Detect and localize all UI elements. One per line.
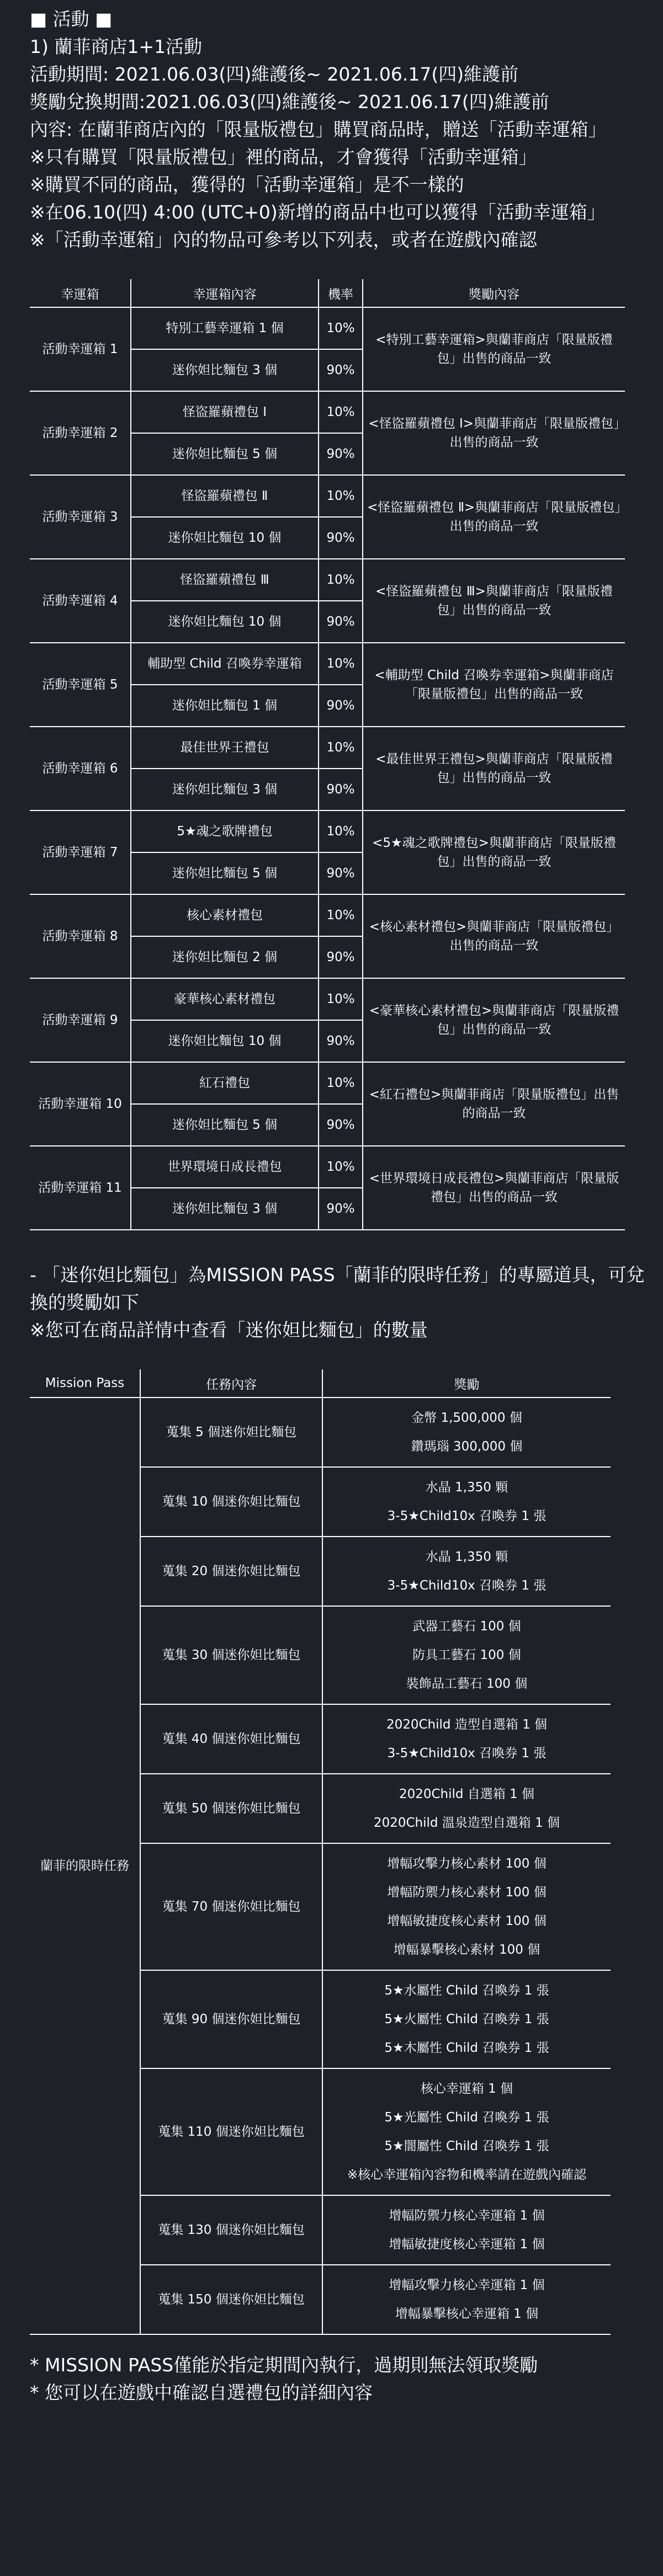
- box-name-cell: 活動幸運箱 3: [30, 475, 131, 559]
- info-line: ※購買不同的商品，獲得的「活動幸運箱」是不一樣的: [30, 174, 464, 195]
- reward-item: 3-5★Child10x 召喚券 1 張: [387, 1578, 547, 1593]
- lucky-box-table-body: [30, 307, 625, 1230]
- reward-description-cell: <最佳世界王禮包>與蘭菲商店「限量版禮包」出售的商品一致: [363, 727, 625, 810]
- footer-notes: [30, 2351, 663, 2407]
- header-cell: Mission Pass: [30, 1369, 140, 1398]
- info-line: 活動期間: 2021.06.03(四)維護後~ 2021.06.17(四)維護前: [30, 63, 519, 85]
- box-name-cell: 活動幸運箱 2: [30, 391, 131, 475]
- box-name-cell: 活動幸運箱 4: [30, 559, 131, 643]
- reward-item: 3-5★Child10x 召喚券 1 張: [387, 1746, 547, 1761]
- reward-item: 5★光屬性 Child 召喚券 1 張: [384, 2110, 549, 2125]
- event-info: [30, 33, 663, 254]
- rate-cell: 90%: [319, 1020, 363, 1062]
- task-cell: 蒐集 30 個迷你妲比麵包: [140, 1606, 322, 1704]
- box-content-cell: 迷你妲比麵包 10 個: [131, 1020, 319, 1062]
- rate-cell: 10%: [319, 894, 363, 936]
- box-content-cell: 迷你妲比麵包 5 個: [131, 852, 319, 894]
- box-content-cell: 輔助型 Child 召喚券幸運箱: [131, 643, 319, 685]
- footer-line: * MISSION PASS僅能於指定期間內執行，過期則無法領取獎勵: [30, 2354, 538, 2376]
- reward-description-cell: <怪盜羅蘋禮包 Ⅰ>與蘭菲商店「限量版禮包」出售的商品一致: [363, 391, 625, 475]
- box-content-cell: 迷你妲比麵包 3 個: [131, 1188, 319, 1230]
- reward-description-cell: <核心素材禮包>與蘭菲商店「限量版禮包」出售的商品一致: [363, 894, 625, 978]
- box-content-cell: 5★魂之歌牌禮包: [131, 810, 319, 852]
- mission-pass-name-cell: 蘭菲的限時任務: [30, 1398, 140, 2334]
- reward-item: 核心幸運箱 1 個: [420, 2082, 513, 2096]
- reward-item: 增幅攻擊力核心幸運箱 1 個: [389, 2278, 545, 2292]
- box-name-cell: 活動幸運箱 10: [30, 1062, 131, 1146]
- reward-description-cell: <豪華核心素材禮包>與蘭菲商店「限量版禮包」出售的商品一致: [363, 978, 625, 1062]
- task-cell: 蒐集 130 個迷你妲比麵包: [140, 2195, 322, 2265]
- box-name-cell: 活動幸運箱 1: [30, 307, 131, 391]
- table-row: [30, 1062, 625, 1104]
- reward-item: 2020Child 造型自選箱 1 個: [386, 1718, 548, 1732]
- info-line: 內容: 在蘭菲商店內的「限量版禮包」購買商品時，贈送「活動幸運箱」: [30, 119, 607, 140]
- box-name-cell: 活動幸運箱 7: [30, 810, 131, 894]
- box-content-cell: 迷你妲比麵包 1 個: [131, 685, 319, 727]
- reward-item: 2020Child 自選箱 1 個: [399, 1787, 535, 1801]
- table-row: [30, 810, 625, 852]
- lucky-box-table: [30, 279, 625, 1230]
- box-content-cell: 紅石禮包: [131, 1062, 319, 1104]
- rate-cell: 90%: [319, 1104, 363, 1146]
- header-cell: 獎勵: [322, 1369, 611, 1398]
- box-content-cell: 核心素材禮包: [131, 894, 319, 936]
- box-content-cell: 迷你妲比麵包 5 個: [131, 1104, 319, 1146]
- rate-cell: 10%: [319, 643, 363, 685]
- table-row: [30, 559, 625, 601]
- reward-item: 防具工藝石 100 個: [412, 1648, 521, 1662]
- reward-item: 增幅敏捷度核心素材 100 個: [387, 1914, 547, 1928]
- info-line: ※在06.10(四) 4:00 (UTC+0)新增的商品中也可以獲得「活動幸運箱」: [30, 201, 606, 223]
- box-content-cell: 豪華核心素材禮包: [131, 978, 319, 1020]
- rate-cell: 10%: [319, 727, 363, 769]
- rate-cell: 90%: [319, 685, 363, 727]
- rate-cell: 90%: [319, 601, 363, 643]
- table-row: [30, 391, 625, 433]
- task-cell: 蒐集 50 個迷你妲比麵包: [140, 1774, 322, 1843]
- rate-cell: 90%: [319, 349, 363, 391]
- reward-cell: [322, 1704, 611, 1774]
- rate-cell: 10%: [319, 978, 363, 1020]
- table-row: [30, 1398, 611, 1467]
- task-cell: 蒐集 10 個迷你妲比麵包: [140, 1467, 322, 1537]
- reward-item: 鑽瑪瑙 300,000 個: [411, 1439, 523, 1454]
- box-content-cell: 怪盜羅蘋禮包 Ⅱ: [131, 475, 319, 517]
- table-row: [30, 307, 625, 349]
- reward-description-cell: <世界環境日成長禮包>與蘭菲商店「限量版禮包」出售的商品一致: [363, 1146, 625, 1230]
- reward-description-cell: <輔助型 Child 召喚券幸運箱>與蘭菲商店「限量版禮包」出售的商品一致: [363, 643, 625, 727]
- rate-cell: 10%: [319, 810, 363, 852]
- box-name-cell: 活動幸運箱 6: [30, 727, 131, 810]
- reward-item: 武器工藝石 100 個: [412, 1619, 521, 1634]
- reward-item: 3-5★Child10x 召喚券 1 張: [387, 1509, 547, 1523]
- box-content-cell: 怪盜羅蘋禮包 Ⅲ: [131, 559, 319, 601]
- reward-description-cell: <怪盜羅蘋禮包 Ⅱ>與蘭菲商店「限量版禮包」出售的商品一致: [363, 475, 625, 559]
- task-cell: 蒐集 70 個迷你妲比麵包: [140, 1843, 322, 1970]
- task-cell: 蒐集 20 個迷你妲比麵包: [140, 1537, 322, 1606]
- reward-item: 增幅暴擊核心幸運箱 1 個: [395, 2307, 539, 2321]
- reward-cell: [322, 1467, 611, 1537]
- table-header-row: [30, 279, 625, 307]
- rate-cell: 90%: [319, 433, 363, 475]
- table-header-row: [30, 1369, 611, 1398]
- box-content-cell: 迷你妲比麵包 2 個: [131, 936, 319, 978]
- header-cell: 幸運箱: [30, 279, 131, 307]
- box-content-cell: 特別工藝幸運箱 1 個: [131, 307, 319, 349]
- rate-cell: 90%: [319, 769, 363, 810]
- table-row: [30, 1146, 625, 1188]
- reward-item: 增幅敏捷度核心幸運箱 1 個: [389, 2237, 545, 2252]
- reward-item: ※核心幸運箱內容物和機率請在遊戲內確認: [347, 2168, 587, 2182]
- reward-item: 5★木屬性 Child 召喚券 1 張: [384, 2041, 549, 2055]
- reward-item: 裝飾品工藝石 100 個: [406, 1677, 528, 1691]
- task-cell: 蒐集 90 個迷你妲比麵包: [140, 1970, 322, 2068]
- rate-cell: 10%: [319, 391, 363, 433]
- box-content-cell: 迷你妲比麵包 10 個: [131, 517, 319, 559]
- footer-line: * 您可以在遊戲中確認自選禮包的詳細內容: [30, 2382, 373, 2403]
- box-content-cell: 世界環境日成長禮包: [131, 1146, 319, 1188]
- reward-cell: [322, 1606, 611, 1704]
- box-content-cell: 迷你妲比麵包 5 個: [131, 433, 319, 475]
- mission-pass-table-body: [30, 1398, 611, 2334]
- reward-item: 增幅攻擊力核心素材 100 個: [387, 1857, 547, 1871]
- box-content-cell: 怪盜羅蘋禮包 Ⅰ: [131, 391, 319, 433]
- reward-cell: [322, 2068, 611, 2195]
- rate-cell: 10%: [319, 307, 363, 349]
- rate-cell: 10%: [319, 1062, 363, 1104]
- box-content-cell: 迷你妲比麵包 3 個: [131, 349, 319, 391]
- reward-item: 5★闇屬性 Child 召喚券 1 張: [384, 2139, 549, 2153]
- info-line: ※「活動幸運箱」內的物品可參考以下列表，或者在遊戲內確認: [30, 229, 537, 250]
- task-cell: 蒐集 110 個迷你妲比麵包: [140, 2068, 322, 2195]
- box-name-cell: 活動幸運箱 5: [30, 643, 131, 727]
- reward-description-cell: <5★魂之歌牌禮包>與蘭菲商店「限量版禮包」出售的商品一致: [363, 810, 625, 894]
- reward-item: 水晶 1,350 顆: [425, 1480, 508, 1495]
- reward-description-cell: <怪盜羅蘋禮包 Ⅲ>與蘭菲商店「限量版禮包」出售的商品一致: [363, 559, 625, 643]
- table-row: [30, 894, 625, 936]
- header-cell: 獎勵內容: [363, 279, 625, 307]
- reward-cell: [322, 1843, 611, 1970]
- reward-description-cell: <紅石禮包>與蘭菲商店「限量版禮包」出售的商品一致: [363, 1062, 625, 1146]
- reward-item: 金幣 1,500,000 個: [411, 1411, 522, 1425]
- reward-cell: [322, 1537, 611, 1606]
- box-name-cell: 活動幸運箱 8: [30, 894, 131, 978]
- info-line: 1) 蘭菲商店1+1活動: [30, 36, 203, 57]
- box-content-cell: 迷你妲比麵包 10 個: [131, 601, 319, 643]
- mission-pass-table: [30, 1369, 611, 2335]
- reward-item: 增幅防禦力核心幸運箱 1 個: [389, 2209, 545, 2223]
- task-cell: 蒐集 150 個迷你妲比麵包: [140, 2265, 322, 2334]
- reward-item: 水晶 1,350 顆: [425, 1550, 508, 1564]
- reward-cell: [322, 2195, 611, 2265]
- task-cell: 蒐集 40 個迷你妲比麵包: [140, 1704, 322, 1774]
- rate-cell: 10%: [319, 1146, 363, 1188]
- reward-item: 增幅防禦力核心素材 100 個: [387, 1885, 547, 1900]
- reward-cell: [322, 1970, 611, 2068]
- note-line: ※您可在商品詳情中查看「迷你妲比麵包」的數量: [30, 1319, 428, 1341]
- header-cell: 機率: [319, 279, 363, 307]
- table-row: [30, 978, 625, 1020]
- box-content-cell: 迷你妲比麵包 3 個: [131, 769, 319, 810]
- box-name-cell: 活動幸運箱 9: [30, 978, 131, 1062]
- rate-cell: 90%: [319, 936, 363, 978]
- rate-cell: 10%: [319, 559, 363, 601]
- box-name-cell: 活動幸運箱 11: [30, 1146, 131, 1230]
- section-title: ■ 活動 ■: [30, 8, 113, 30]
- header-cell: 任務內容: [140, 1369, 322, 1398]
- reward-cell: [322, 1398, 611, 1467]
- reward-item: 增幅暴擊核心素材 100 個: [393, 1943, 540, 1957]
- header-cell: 幸運箱內容: [131, 279, 319, 307]
- note-line: 換的獎勵如下: [30, 1292, 139, 1313]
- info-line: 獎勵兌換期間:2021.06.03(四)維護後~ 2021.06.17(四)維護前: [30, 91, 549, 113]
- box-content-cell: 最佳世界王禮包: [131, 727, 319, 769]
- note-line: - 「迷你妲比麵包」為MISSION PASS「蘭菲的限時任務」的專屬道具，可兌: [30, 1264, 645, 1286]
- rate-cell: 10%: [319, 475, 363, 517]
- info-line: ※只有購買「限量版禮包」裡的商品，才會獲得「活動幸運箱」: [30, 146, 537, 168]
- reward-cell: [322, 1774, 611, 1843]
- task-cell: 蒐集 5 個迷你妲比麵包: [140, 1398, 322, 1467]
- rate-cell: 90%: [319, 1188, 363, 1230]
- rate-cell: 90%: [319, 517, 363, 559]
- table-row: [30, 727, 625, 769]
- table-row: [30, 643, 625, 685]
- reward-item: 5★火屬性 Child 召喚券 1 張: [384, 2012, 549, 2026]
- rate-cell: 90%: [319, 852, 363, 894]
- reward-item: 2020Child 溫泉造型自選箱 1 個: [373, 1816, 560, 1830]
- reward-item: 5★水屬性 Child 召喚券 1 張: [384, 1983, 549, 1998]
- reward-cell: [322, 2265, 611, 2334]
- mission-pass-notes: [30, 1261, 663, 1344]
- reward-description-cell: <特別工藝幸運箱>與蘭菲商店「限量版禮包」出售的商品一致: [363, 307, 625, 391]
- table-row: [30, 475, 625, 517]
